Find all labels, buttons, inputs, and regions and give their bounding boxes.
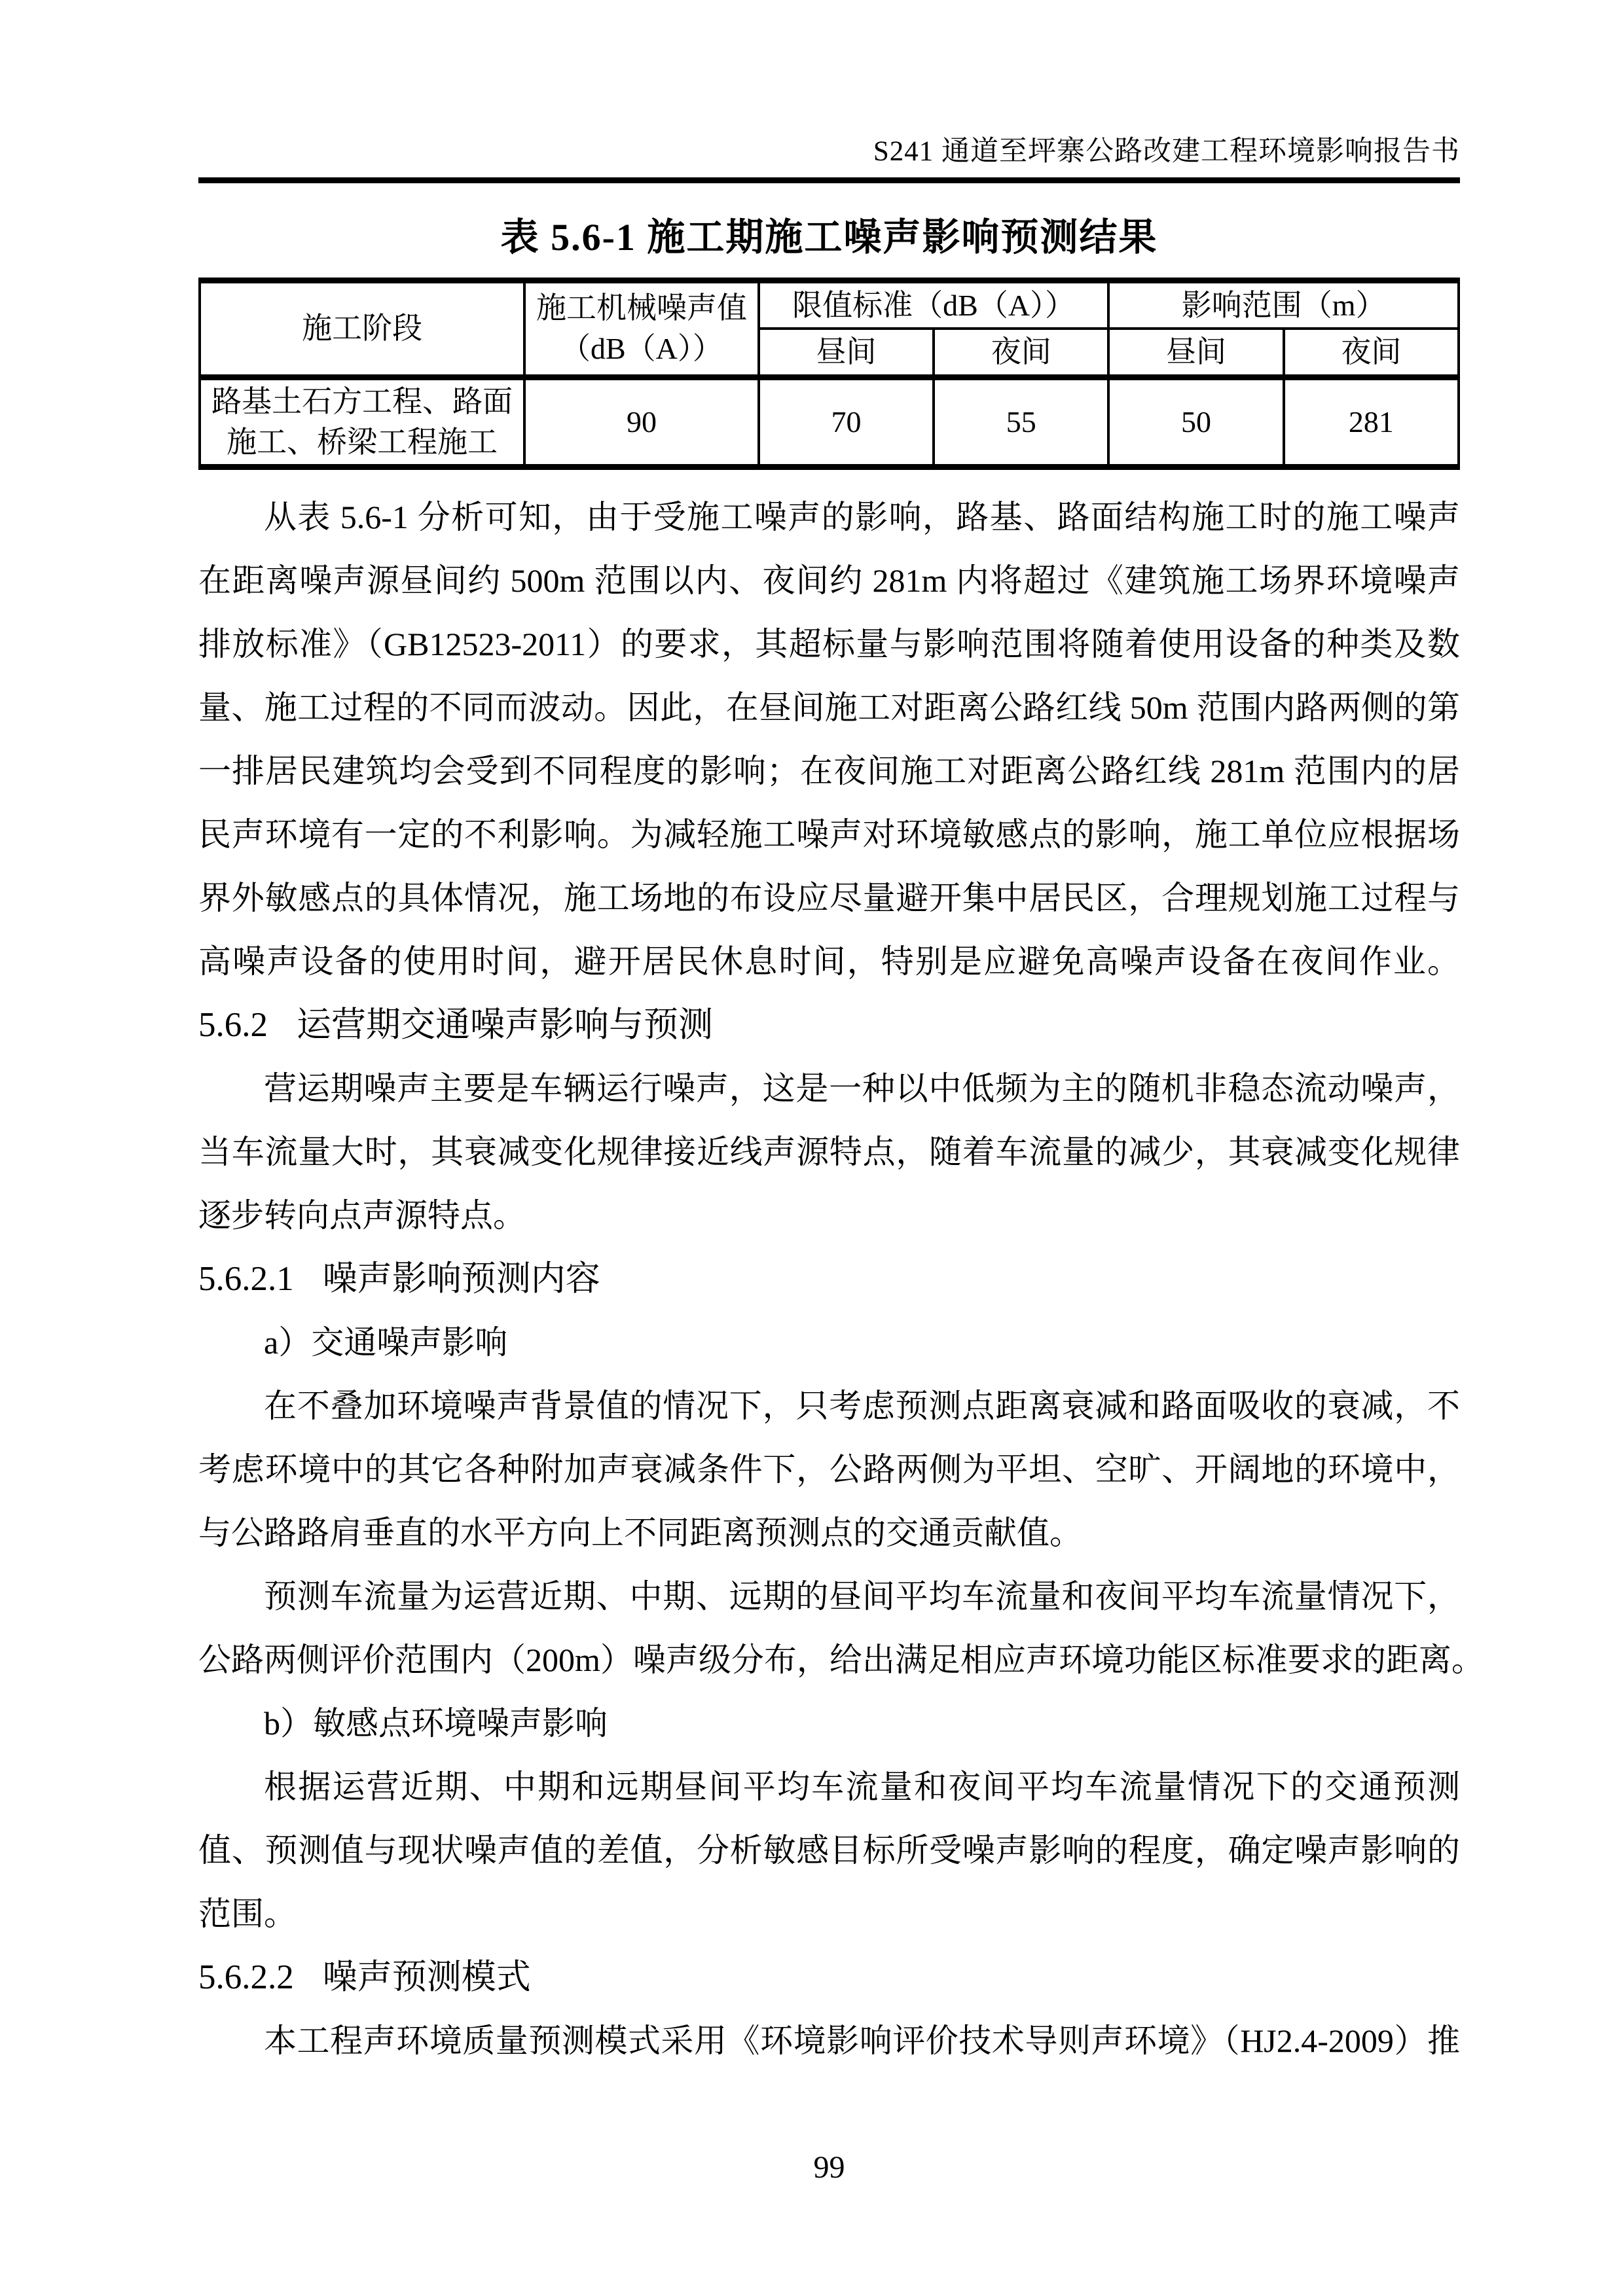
cell-stage: 路基土石方工程、路面施工、桥梁工程施工 xyxy=(200,377,524,467)
paragraph-6 xyxy=(198,1692,1460,1755)
cell-limit-night: 55 xyxy=(934,377,1108,467)
text-line: 排放标准》（GB12523-2011）的要求，其超标量与影响范围将随着使用设备的种类及数 xyxy=(198,625,1460,662)
column-header-machine-noise: 施工机械噪声值（dB（A）） xyxy=(524,280,759,377)
column-header-limit-night: 夜间 xyxy=(934,329,1108,377)
column-header-impact-range: 影响范围（m） xyxy=(1108,280,1459,329)
text-line: 范围。 xyxy=(198,1895,297,1932)
section-title: 噪声预测模式 xyxy=(322,1958,531,1996)
cell-limit-day: 70 xyxy=(759,377,934,467)
section-heading-5-6-2 xyxy=(198,994,1460,1057)
section-heading-5-6-2-1 xyxy=(198,1247,1460,1311)
text-line: 预测车流量为运营近期、中期、远期的昼间平均车流量和夜间平均车流量情况下， xyxy=(264,1577,1460,1615)
text-line: 逐步转向点声源特点。 xyxy=(198,1196,526,1234)
cell-range-night: 281 xyxy=(1284,377,1459,467)
table-row xyxy=(200,377,1459,467)
text-line: 量、施工过程的不同而波动。因此，在昼间施工对距离公路红线 50m 范围内路两侧的第 xyxy=(198,689,1460,726)
section-number: 5.6.2.2 xyxy=(198,1958,294,1996)
page-number: 99 xyxy=(813,2149,845,2185)
column-header-range-night: 夜间 xyxy=(1284,329,1459,377)
paragraph-5 xyxy=(198,1565,1484,1692)
section-number: 5.6.2.1 xyxy=(198,1259,294,1298)
text-line: 与公路路肩垂直的水平方向上不同距离预测点的交通贡献值。 xyxy=(198,1514,1082,1551)
text-line: 在距离噪声源昼间约 500m 范围以内、夜间约 281m 内将超过《建筑施工场界环境噪声 xyxy=(198,562,1460,599)
cell-machine-noise: 90 xyxy=(524,377,759,467)
paragraph-4 xyxy=(198,1374,1460,1565)
paragraph-8 xyxy=(198,2009,1460,2073)
text-line: 营运期噪声主要是车辆运行噪声，这是一种以中低频为主的随机非稳态流动噪声， xyxy=(264,1069,1460,1107)
header-rule xyxy=(198,177,1460,183)
section-title: 噪声影响预测内容 xyxy=(322,1259,600,1298)
text-line: 民声环境有一定的不利影响。为减轻施工噪声对环境敏感点的影响，施工单位应根据场 xyxy=(198,816,1460,853)
text-line: 根据运营近期、中期和远期昼间平均车流量和夜间平均车流量情况下的交通预测 xyxy=(264,1768,1460,1805)
text-line: 值、预测值与现状噪声值的差值，分析敏感目标所受噪声影响的程度，确定噪声影响的 xyxy=(198,1831,1460,1869)
column-header-limit-day: 昼间 xyxy=(759,329,934,377)
text-line: 界外敏感点的具体情况，施工场地的布设应尽量避开集中居民区，合理规划施工过程与 xyxy=(198,879,1460,916)
text-line: b）敏感点环境噪声影响 xyxy=(264,1704,608,1742)
column-header-range-day: 昼间 xyxy=(1108,329,1283,377)
text-line: 一排居民建筑均会受到不同程度的影响；在夜间施工对距离公路红线 281m 范围内的居 xyxy=(198,752,1460,789)
paragraph-3 xyxy=(198,1311,1460,1374)
text-line: 考虑环境中的其它各种附加声衰减条件下，公路两侧为平坦、空旷、开阔地的环境中， xyxy=(198,1450,1460,1488)
section-heading-5-6-2-2 xyxy=(198,1946,1460,2009)
table-title: 表 5.6-1 施工期施工噪声影响预测结果 xyxy=(500,216,1158,259)
text-line: 本工程声环境质量预测模式采用《环境影响评价技术导则声环境》（HJ2.4-2009）推 xyxy=(264,2022,1460,2059)
text-line: 当车流量大时，其衰减变化规律接近线声源特点，随着车流量的减少，其衰减变化规律 xyxy=(198,1133,1460,1170)
cell-range-day: 50 xyxy=(1108,377,1283,467)
column-header-limit-standard: 限值标准（dB（A）） xyxy=(759,280,1109,329)
text-line: 高噪声设备的使用时间，避开居民休息时间，特别是应避免高噪声设备在夜间作业。 xyxy=(198,942,1460,980)
paragraph-2 xyxy=(198,1057,1460,1247)
body-text xyxy=(198,486,1484,2073)
column-header-stage: 施工阶段 xyxy=(200,280,524,377)
paragraph-1 xyxy=(198,486,1460,994)
noise-prediction-table xyxy=(198,278,1460,470)
text-line: 在不叠加环境噪声背景值的情况下，只考虑预测点距离衰减和路面吸收的衰减，不 xyxy=(264,1387,1460,1424)
text-line: 从表 5.6-1 分析可知，由于受施工噪声的影响，路基、路面结构施工时的施工噪声 xyxy=(264,498,1460,535)
section-title: 运营期交通噪声影响与预测 xyxy=(297,1005,713,1044)
text-line: 公路两侧评价范围内（200m）噪声级分布，给出满足相应声环境功能区标准要求的距离。 xyxy=(198,1641,1484,1678)
running-header: S241 通道至坪寨公路改建工程环境影响报告书 xyxy=(873,136,1460,167)
section-number: 5.6.2 xyxy=(198,1005,268,1044)
text-line: a）交通噪声影响 xyxy=(264,1323,508,1361)
paragraph-7 xyxy=(198,1755,1460,1946)
